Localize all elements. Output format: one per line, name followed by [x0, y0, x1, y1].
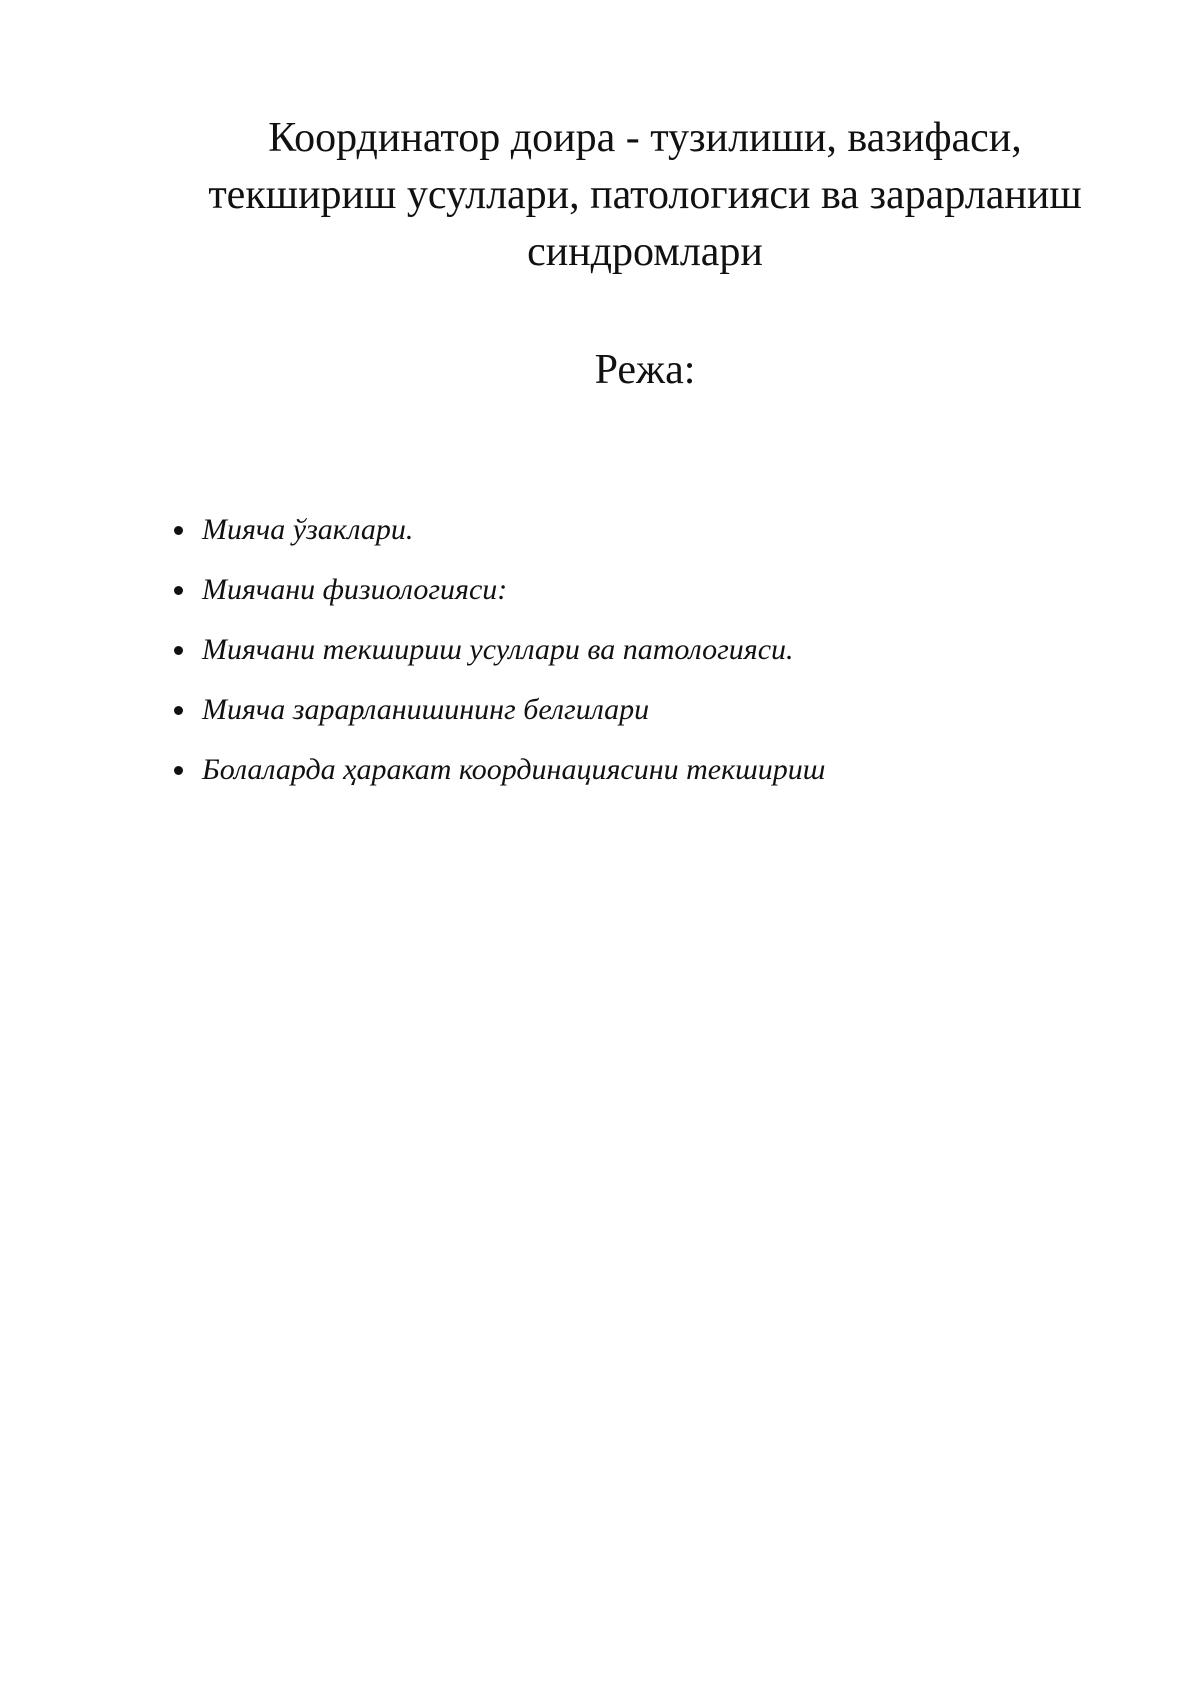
- title-line: текшириш усуллари, патологияси ва зарарланиш: [208, 172, 1082, 218]
- outline-item: [174, 572, 1074, 632]
- outline-item-text: Мияча зарарланишининг белгилари: [202, 693, 650, 726]
- bullet-icon: [174, 526, 183, 535]
- title-line: Координатор доира - тузилиши, вазифаси,: [268, 115, 1022, 161]
- outline-item: [174, 752, 1074, 812]
- bullet-icon: [174, 646, 183, 655]
- outline-item-text: Миячани текшириш усуллари ва патологияси.: [202, 633, 794, 666]
- plan-heading: Режа:: [594, 347, 696, 393]
- outline-item: [174, 512, 1074, 572]
- bullet-icon: [174, 586, 183, 595]
- title-line: синдромлари: [527, 229, 763, 275]
- outline-item: [174, 692, 1074, 752]
- document-title: [150, 110, 1140, 281]
- bullet-icon: [174, 766, 183, 775]
- bullet-icon: [174, 706, 183, 715]
- outline-item: [174, 632, 1074, 692]
- outline-item-text: Миячани физиологияси:: [202, 573, 508, 606]
- plan-outline: [174, 512, 1074, 812]
- outline-item-text: Мияча ўзаклари.: [202, 513, 414, 546]
- outline-item-text: Болаларда ҳаракат координациясини текшириш: [202, 753, 826, 786]
